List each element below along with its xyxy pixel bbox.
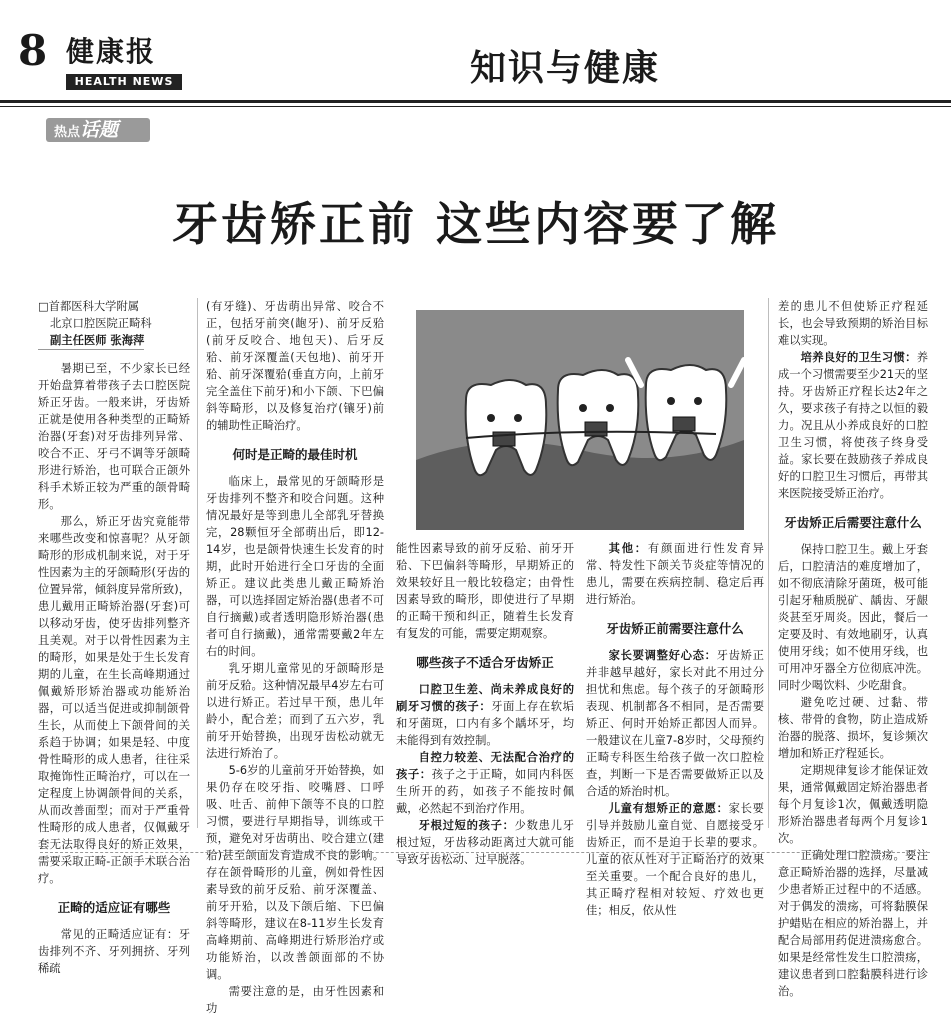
teeth-illustration xyxy=(416,310,744,530)
paragraph: 避免吃过硬、过黏、带核、带骨的食物，防止造成矫治器的脱落、损坏，复诊频次增加和矫正疗程延长。 xyxy=(778,696,928,760)
paragraph: 需要注意的是，由牙性因素和功 xyxy=(206,985,384,1015)
list-item xyxy=(586,800,764,919)
column-4 xyxy=(586,540,764,919)
paragraph: 临床上，最常见的牙颌畸形是牙齿排列不整齐和咬合问题。这种情况最好是等到患儿全部乳牙替换完，28颗恒牙全部萌出后，即12-14岁，也是颌骨快速生长发育的时期，此时开始进行全口牙齿的全面矫正。建议此类患儿戴正畸矫治器，可以选择固定矫治器(患者不可自行摘戴)或者透明隐形矫治器(患者可自行摘戴)，通常需要戴2年左右的时间。 xyxy=(206,475,384,658)
paragraph: (有牙缝)、牙齿萌出异常、咬合不正，包括牙前突(龅牙)、前牙反𬌗(前牙反咬合、地包天)、后牙反𬌗、前牙深覆盖(天包地)、前牙开𬌗、前牙深覆𬌗(垂直方向，上前牙完全盖住下前牙)和小下颌、下巴偏斜等畸形，以及修复治疗(镶牙)前的辅助性正畸治疗。 xyxy=(206,300,384,432)
item-text: 孩子之于正畸，如同内科医生所开的药，如孩子不能按时佩戴，必然起不到治疗作用。 xyxy=(396,768,574,815)
paragraph: 能性因素导致的前牙反𬌗、前牙开𬌗、下巴偏斜等畸形，早期矫正的效果较好且一般比较稳定；由骨性因素导致的畸形，即使进行了早期的正畸干预和纠正，随着生长发育有复发的可能，需要定期观察。 xyxy=(396,542,574,640)
byline-author: 副主任医师 张海萍 xyxy=(38,332,144,350)
list-item xyxy=(396,749,574,817)
paragraph: 那么，矫正牙齿究竟能带来哪些改变和惊喜呢？从牙颌畸形的形成机制来说，对于牙性因素为主的牙颌畸形(牙齿的位置异常，倾斜度异常所致)，患儿戴用正畸矫治器(牙套)可以移动牙齿，使牙齿排列整齐且美观。对于以骨性因素为主的畸形，如果是处于生长发育期的儿童，在生长高峰期通过佩戴矫形矫治器或功能矫治器，可以适当促进或抑制颌骨生长，从而使上下颌骨间的关系趋于协调；如果是轻、中度骨性畸形的成人患者，往往采取掩饰性正畸治疗，可以在一定程度上协调颌骨间的关系，从而改善面型；而对于严重骨性畸形的成人患者，仅佩戴牙套无法取得良好的矫正效果，需要采取正畸-正颌手术联合治疗。 xyxy=(38,515,190,885)
list-item xyxy=(586,647,764,800)
tag-small: 热点 xyxy=(54,125,81,140)
paragraph: 乳牙期儿童常见的牙颌畸形是前牙反𬌗。这种情况最早4岁左右可以进行矫正。若过早干预，患儿年龄小，配合差；而到了五六岁，乳前牙开始替换，出现牙齿松动就无法进行矫治了。 xyxy=(206,662,384,760)
paragraph: 正确处理口腔溃疡。要注意正畸矫治器的选择，尽量减少患者矫正过程中的不适感。对于偶发的溃疡，可将黏膜保护蜡贴在相应的矫治器上，并配合局部用药促进溃疡愈合。如果是经常性发生口腔溃疡，建议患者到口腔黏膜科进行诊治。 xyxy=(778,849,928,998)
item-lead: 其他： xyxy=(608,542,648,555)
subheading: 牙齿矫正前需要注意什么 xyxy=(606,621,744,636)
paragraph: 定期规律复诊才能保证效果，通常佩戴固定矫治器患者每个月复诊1次，佩戴透明隐形矫治器患者每两个月复诊1次。 xyxy=(778,764,928,845)
newspaper-logo: 健康报 xyxy=(66,35,157,68)
list-item xyxy=(778,349,928,502)
tag-big: 话题 xyxy=(80,119,119,141)
item-lead: 儿童有想矫正的意愿： xyxy=(608,802,729,815)
list-item xyxy=(586,540,764,608)
item-text: 家长要引导并鼓励儿童自觉、自愿接受牙齿矫正，而不是迫于长辈的要求。儿童的依从性对于正畸治疗的效果至关重要。一个配合良好的患儿，其正畸疗程相对较短、疗效也更佳；相反，依从性 xyxy=(586,802,764,917)
subheading: 正畸的适应证有哪些 xyxy=(57,900,171,915)
subheading: 牙齿矫正后需要注意什么 xyxy=(784,515,922,530)
list-item xyxy=(396,817,574,868)
bottom-rule xyxy=(40,852,930,854)
page-number: 8 xyxy=(18,26,48,75)
item-lead: 口腔卫生差、尚未养成良好的刷牙习惯的孩子： xyxy=(396,683,574,713)
item-lead: 牙根过短的孩子： xyxy=(418,819,515,832)
masthead-rule xyxy=(0,100,951,103)
paragraph: 5-6岁的儿童前牙开始替换，如果仍存在咬牙指、咬嘴唇、口呼吸、吐舌、前伸下颌等不良的口腔习惯，要进行早期指导，训练或干预，避免对牙齿萌出、咬合建立(建𬌗)甚至颌面发育造成不良的影响。存在颌骨畸形的儿童，例如骨性因素导致的前牙反𬌗、前牙深覆盖、前牙开𬌗，以及下颌后缩、下巴偏斜等畸形，建议在8-11岁生长发育高峰期前、高峰期进行矫形治疗或功能矫治，以改善颌面部的不协调。 xyxy=(206,764,384,981)
teeth-braces-icon xyxy=(416,310,744,530)
subheading: 何时是正畸的最佳时机 xyxy=(232,447,358,462)
newspaper-logo-en: HEALTH NEWS xyxy=(66,74,182,90)
paragraph: 保持口腔卫生。戴上牙套后，口腔清洁的难度增加了，如不彻底清除牙菌斑，极可能引起牙釉质脱矿、龋齿、牙龈炎甚至牙周炎。因此，餐后一定要及时、有效地刷牙，认真使用牙线；如不使用牙线，也可用冲牙器全方位彻底冲洗。同时少喝饮料、少吃甜食。 xyxy=(778,543,928,692)
column-separator xyxy=(197,298,198,828)
item-lead: 家长要调整好心态： xyxy=(608,649,717,662)
article-headline: 牙齿矫正前 这些内容要了解 xyxy=(171,197,779,251)
item-text: 有颜面进行性发育异常、特发性下颌关节炎症等情况的患儿，需要在疾病控制、稳定后再进行矫治。 xyxy=(586,542,764,606)
hot-topic-tag xyxy=(46,118,150,142)
column-1 xyxy=(38,298,190,977)
section-title: 知识与健康 xyxy=(470,48,661,89)
column-5 xyxy=(778,298,928,1000)
paragraph: 差的患儿不但使矫正疗程延长，也会导致预期的矫治目标难以实现。 xyxy=(778,300,928,347)
item-text: 少数患儿牙根过短，牙齿移动距离过大就可能导致牙齿松动、过早脱落。 xyxy=(396,819,574,866)
column-3 xyxy=(396,540,574,868)
item-lead: 培养良好的卫生习惯： xyxy=(800,351,917,364)
paragraph: 常见的正畸适应证有：牙齿排列不齐、牙列拥挤、牙列稀疏 xyxy=(38,928,190,975)
item-text: 牙面上存在软垢和牙菌斑，口内有多个龋坏牙，均未能得到有效控制。 xyxy=(396,700,574,747)
byline-line: 北京口腔医院正畸科 xyxy=(50,317,152,330)
item-text: 牙齿矫正并非越早越好，家长对此不用过分担忧和焦虑。每个孩子的牙颌畸形表现、机制都各不相同，是否需要矫正、何时开始矫正都因人而异。一般建议在儿童7-8岁时，父母预约正畸专科医生给孩子做一次口腔检查，判断一下是否需要做矫正以及合适的矫治时机。 xyxy=(586,649,764,798)
subheading: 哪些孩子不适合牙齿矫正 xyxy=(416,655,554,670)
item-lead: 自控力较差、无法配合治疗的孩子： xyxy=(396,751,574,781)
masthead-rule-thin xyxy=(0,106,951,107)
column-separator xyxy=(768,298,769,828)
byline-line: □首都医科大学附属 xyxy=(38,300,140,313)
paragraph: 暑期已至，不少家长已经开始盘算着带孩子去口腔医院矫正牙齿。一般来讲，牙齿矫正就是使用各种类型的正畸矫治器(牙套)对牙齿排列异常、咬合不正、牙弓不调等牙颌畸形进行矫治，也可联合正颌外科手术矫正较为严重的颌骨畸形。 xyxy=(38,362,190,511)
item-text: 养成一个习惯需要至少21天的坚持。牙齿矫正疗程长达2年之久，要求孩子有持之以恒的毅力。况且从小养成良好的口腔卫生习惯，将使孩子终身受益。家长要在鼓励孩子养成良好的口腔卫生习惯后，再带其来医院接受矫正治疗。 xyxy=(778,351,928,500)
byline xyxy=(38,298,190,350)
list-item xyxy=(396,681,574,749)
column-2 xyxy=(206,298,384,1017)
